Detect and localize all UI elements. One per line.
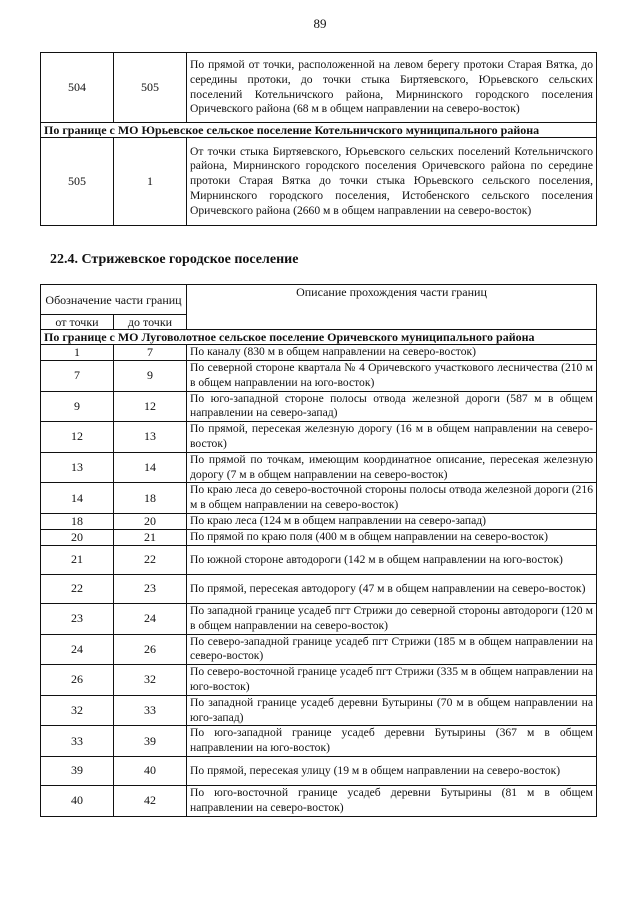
boundary-description: По краю леса (124 м в общем направлении на северо-запад) bbox=[187, 513, 597, 529]
from-point: 32 bbox=[41, 695, 114, 726]
table-row bbox=[41, 756, 597, 785]
table-row bbox=[41, 483, 597, 514]
to-point: 13 bbox=[114, 422, 187, 453]
to-point: 1 bbox=[114, 138, 187, 226]
to-point: 12 bbox=[114, 391, 187, 422]
from-point: 9 bbox=[41, 391, 114, 422]
from-point: 26 bbox=[41, 665, 114, 696]
header-to-point: до точки bbox=[114, 315, 187, 330]
from-point: 18 bbox=[41, 513, 114, 529]
boundary-description: По прямой, пересекая железную дорогу (16 м в общем направлении на северо-восток) bbox=[187, 422, 597, 453]
from-point: 504 bbox=[41, 53, 114, 123]
from-point: 33 bbox=[41, 726, 114, 757]
table-row bbox=[41, 785, 597, 816]
boundary-description: По северной стороне квартала № 4 Оричевского участкового лесничества (210 м в общем направлении на юго-восток) bbox=[187, 361, 597, 392]
to-point: 33 bbox=[114, 695, 187, 726]
boundary-table bbox=[40, 284, 597, 817]
boundary-description: По прямой по точкам, имеющим координатное описание, пересекая железную дорогу (7 м в общем направлении на северо-восток) bbox=[187, 452, 597, 483]
from-point: 505 bbox=[41, 138, 114, 226]
table-row bbox=[41, 574, 597, 603]
to-point: 14 bbox=[114, 452, 187, 483]
boundary-description: По юго-западной стороне полосы отвода железной дороги (587 м в общем направлении на северо-запад) bbox=[187, 391, 597, 422]
to-point: 18 bbox=[114, 483, 187, 514]
boundary-description: По северо-восточной границе усадеб пгт Стрижи (335 м в общем направлении на юго-восток) bbox=[187, 665, 597, 696]
section-row bbox=[41, 330, 597, 345]
from-point: 20 bbox=[41, 529, 114, 545]
from-point: 21 bbox=[41, 545, 114, 574]
to-point: 20 bbox=[114, 513, 187, 529]
from-point: 7 bbox=[41, 361, 114, 392]
boundary-description: От точки стыка Биртяевского, Юрьевского сельских поселений Котельничского района, Мирнинского городского поселения Оричевского района по середине протоки Старая Вятка до точки стыка Юрьевского сельского поселения, Мирнинского городского поселения, Истобенского сельского поселения Оричевского района (2660 м в общем направлении на северо-восток) bbox=[187, 138, 597, 226]
to-point: 21 bbox=[114, 529, 187, 545]
section-heading: 22.4. Стрижевское городское поселение bbox=[50, 252, 299, 267]
section-title: По границе с МО Луговолотное сельское поселение Оричевского муниципального района bbox=[41, 330, 597, 345]
to-point: 42 bbox=[114, 785, 187, 816]
table-row bbox=[41, 361, 597, 392]
boundary-description: По северо-западной границе усадеб пгт Стрижи (185 м в общем направлении на северо-восток) bbox=[187, 634, 597, 665]
to-point: 505 bbox=[114, 53, 187, 123]
table-row bbox=[41, 452, 597, 483]
to-point: 24 bbox=[114, 603, 187, 634]
to-point: 9 bbox=[114, 361, 187, 392]
table-row bbox=[41, 513, 597, 529]
table-row bbox=[41, 603, 597, 634]
from-point: 12 bbox=[41, 422, 114, 453]
boundary-table-continued bbox=[40, 52, 597, 226]
table-row bbox=[41, 665, 597, 696]
from-point: 24 bbox=[41, 634, 114, 665]
from-point: 40 bbox=[41, 785, 114, 816]
from-point: 22 bbox=[41, 574, 114, 603]
table-row bbox=[41, 391, 597, 422]
boundary-description: По западной границе усадеб пгт Стрижи до северной стороны автодороги (120 м в общем направлении на северо-восток) bbox=[187, 603, 597, 634]
to-point: 40 bbox=[114, 756, 187, 785]
header-from-point: от точки bbox=[41, 315, 114, 330]
table-row bbox=[41, 53, 597, 123]
to-point: 39 bbox=[114, 726, 187, 757]
boundary-description: По краю леса до северо-восточной стороны полосы отвода железной дороги (216 м в общем направлении на северо-восток) bbox=[187, 483, 597, 514]
table-row bbox=[41, 529, 597, 545]
to-point: 26 bbox=[114, 634, 187, 665]
to-point: 32 bbox=[114, 665, 187, 696]
table-row bbox=[41, 422, 597, 453]
boundary-description: По прямой, пересекая улицу (19 м в общем направлении на северо-восток) bbox=[187, 756, 597, 785]
boundary-description: По прямой по краю поля (400 м в общем направлении на северо-восток) bbox=[187, 529, 597, 545]
boundary-description: По юго-западной границе усадеб деревни Бутырины (367 м в общем направлении на юго-восток) bbox=[187, 726, 597, 757]
boundary-description: По каналу (830 м в общем направлении на северо-восток) bbox=[187, 345, 597, 361]
section-row bbox=[41, 123, 597, 138]
to-point: 23 bbox=[114, 574, 187, 603]
boundary-description: По прямой от точки, расположенной на левом берегу протоки Старая Вятка, до середины протоки, до точки стыка Биртяевского, Юрьевского сельских поселений Котельничского района, Мирнинского городского поселения Оричевского района (68 м в общем направлении на северо-восток) bbox=[187, 53, 597, 123]
table-row bbox=[41, 695, 597, 726]
from-point: 1 bbox=[41, 345, 114, 361]
to-point: 22 bbox=[114, 545, 187, 574]
boundary-description: По западной границе усадеб деревни Бутырины (70 м в общем направлении на юго-запад) bbox=[187, 695, 597, 726]
boundary-description: По южной стороне автодороги (142 м в общем направлении на юго-восток) bbox=[187, 545, 597, 574]
boundary-description: По юго-восточной границе усадеб деревни Бутырины (81 м в общем направлении на северо-восток) bbox=[187, 785, 597, 816]
header-description: Описание прохождения части границ bbox=[187, 285, 597, 330]
table-row bbox=[41, 634, 597, 665]
table-row bbox=[41, 545, 597, 574]
table-row bbox=[41, 726, 597, 757]
table-row bbox=[41, 345, 597, 361]
from-point: 13 bbox=[41, 452, 114, 483]
table-row bbox=[41, 138, 597, 226]
from-point: 39 bbox=[41, 756, 114, 785]
section-title: По границе с МО Юрьевское сельское поселение Котельничского муниципального района bbox=[41, 123, 597, 138]
header-point-group: Обозначение части границ bbox=[41, 285, 187, 315]
to-point: 7 bbox=[114, 345, 187, 361]
boundary-description: По прямой, пересекая автодорогу (47 м в общем направлении на северо-восток) bbox=[187, 574, 597, 603]
page-number: 89 bbox=[313, 16, 327, 31]
from-point: 23 bbox=[41, 603, 114, 634]
from-point: 14 bbox=[41, 483, 114, 514]
